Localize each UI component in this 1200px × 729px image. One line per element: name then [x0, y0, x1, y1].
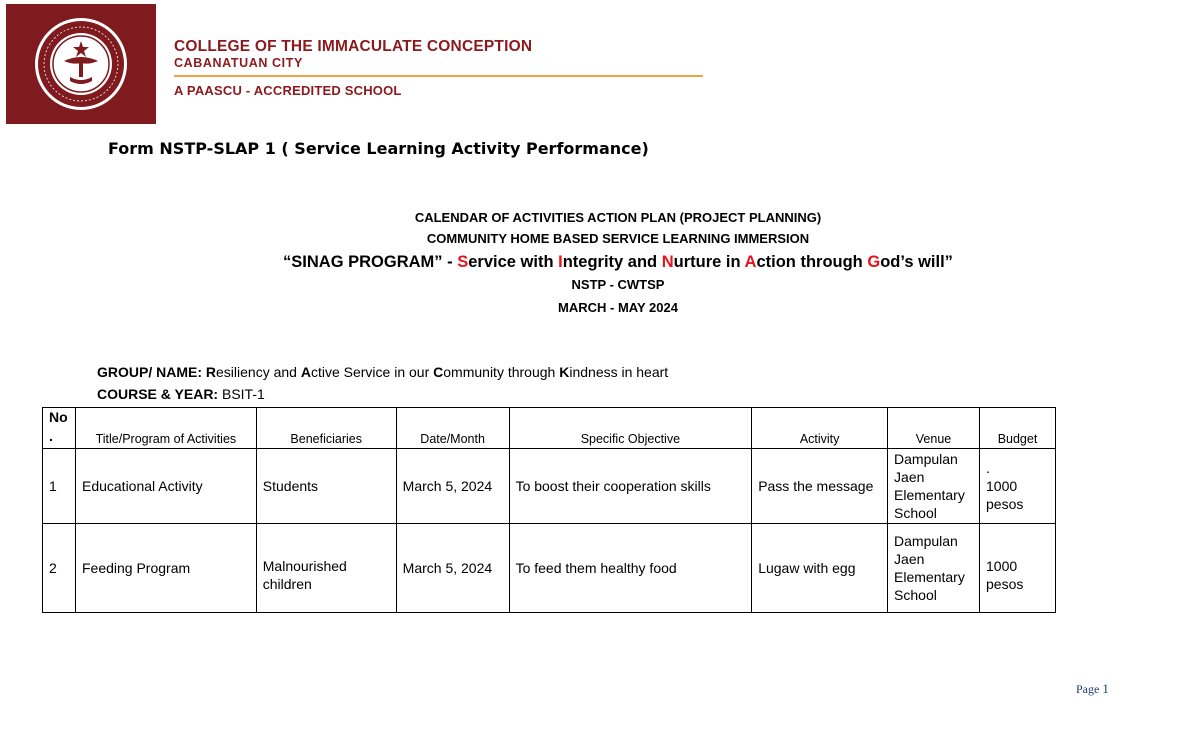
- community-title: COMMUNITY HOME BASED SERVICE LEARNING IMMERSION: [426, 231, 810, 246]
- course-value: BSIT-1: [221, 386, 265, 402]
- cell-title: Educational Activity: [75, 449, 256, 524]
- course-year-line: [97, 386, 265, 402]
- college-name: COLLEGE OF THE IMMACULATE CONCEPTION: [174, 38, 533, 55]
- table-header-row: [43, 408, 1056, 449]
- header-divider: [174, 75, 703, 77]
- cell-venue: Dampulan Jaen Elementary School: [888, 449, 980, 524]
- activities-table: [42, 407, 1056, 613]
- program-title: “SINAG PROGRAM” - Service with Integrity and Nurture in Action through God’s will”: [283, 253, 953, 271]
- cell-venue: Dampulan Jaen Elementary School: [888, 524, 980, 613]
- form-title: Form NSTP-SLAP 1 ( Service Learning Activity Performance): [108, 139, 649, 158]
- cell-budget: 1000 pesos: [980, 524, 1056, 613]
- calendar-title: CALENDAR OF ACTIVITIES ACTION PLAN (PROJECT PLANNING): [414, 210, 822, 225]
- cell-objective: To feed them healthy food: [509, 524, 752, 613]
- course-label: COURSE & YEAR:: [97, 386, 219, 402]
- cell-date: March 5, 2024: [396, 524, 509, 613]
- page-number: Page 1: [1076, 681, 1109, 696]
- header-budget: Budget: [980, 408, 1056, 449]
- header-objective: Specific Objective: [509, 408, 752, 449]
- cell-beneficiaries: Students: [256, 449, 396, 524]
- header-venue: Venue: [888, 408, 980, 449]
- nstp-label: NSTP - CWTSP: [571, 277, 665, 292]
- college-city: CABANATUAN CITY: [174, 56, 303, 70]
- college-seal-icon: [34, 17, 128, 111]
- cell-budget: . 1000 pesos: [980, 449, 1056, 524]
- group-name-line: GROUP/ NAME: Resiliency and Active Service in our Community through Kindness in heart: [97, 364, 669, 380]
- header-title: Title/Program of Activities: [75, 408, 256, 449]
- college-logo: [6, 4, 156, 124]
- period-label: MARCH - MAY 2024: [558, 300, 678, 315]
- header-no: No .: [43, 408, 76, 449]
- accreditation-label: A PAASCU - ACCREDITED SCHOOL: [174, 83, 402, 98]
- cell-activity: Pass the message: [752, 449, 888, 524]
- group-label: GROUP/ NAME:: [97, 364, 202, 380]
- cell-activity: Lugaw with egg: [752, 524, 888, 613]
- cell-objective: To boost their cooperation skills: [509, 449, 752, 524]
- header-activity: Activity: [752, 408, 888, 449]
- header-date: Date/Month: [396, 408, 509, 449]
- cell-date: March 5, 2024: [396, 449, 509, 524]
- header-beneficiaries: Beneficiaries: [256, 408, 396, 449]
- cell-beneficiaries: Malnourished children: [256, 524, 396, 613]
- table-row: [43, 524, 1056, 613]
- cell-title: Feeding Program: [75, 524, 256, 613]
- table-row: [43, 449, 1056, 524]
- cell-no: 1: [43, 449, 76, 524]
- cell-no: 2: [43, 524, 76, 613]
